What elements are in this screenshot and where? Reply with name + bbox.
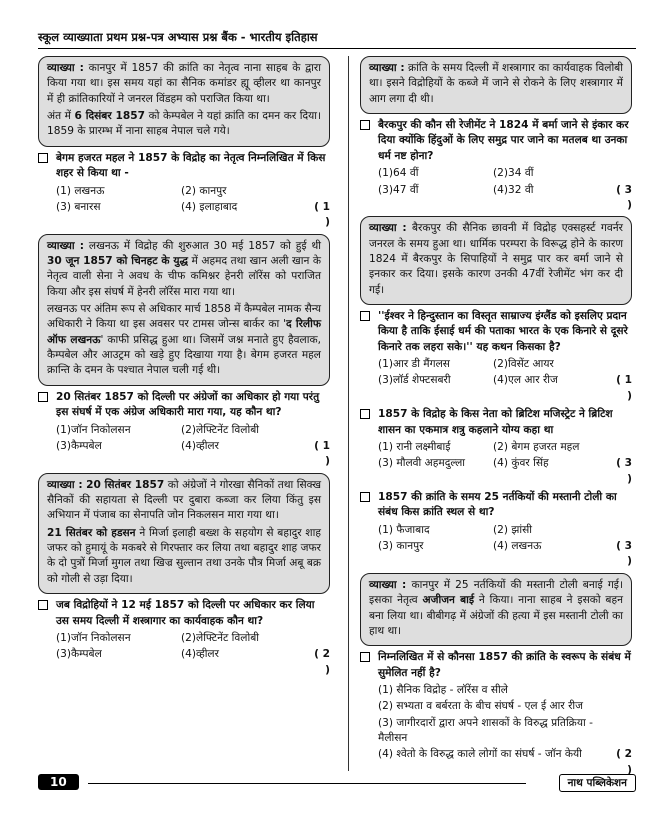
options: (1) फैजाबाद (2) झांसी (3) कानपुर (4) लखनऊ ( 3 ) (360, 523, 632, 570)
explanation-box: व्याख्या : बैरकपुर की सैनिक छावनी में विद्रोह एक्सहर्स्ट गवर्नर जनरल के समय हुआ था। धार्मिक परम्परा के विरूद्ध होने के कारण 1824 में बैरकपुर के सिपाहियों ने समुद्र पार कर बर्मा जाने से इनकार कर दिया। इसके कारण उनकी 47वीं रेजीमेंट भंग कर दी गई। (360, 216, 632, 305)
question: 1857 के विद्रोह के किस नेता को ब्रिटिश मजिस्ट्रेट ने ब्रिटिश शासन का एकमात्र शत्रु कहलाने योग्य कहा था (360, 407, 632, 438)
answer: ( 1 ) (314, 439, 330, 468)
options: (1)आर डी मैंगलस (2)विसेंट आयर (3)लॉर्ड शेफ्टसबरी (4)एल आर रीज ( 1 ) (360, 357, 632, 404)
explanation-box: व्याख्या : क्रांति के समय दिल्ली में शस्त्रागार का कार्यवाहक विलोबी था। इसने विद्रोहियों के कब्जे में जाने से रोकने के लिए शस्त्रागार में आग लगा दी थी। (360, 56, 632, 114)
checkbox-icon (360, 120, 370, 130)
page-footer (38, 774, 636, 792)
explanation-box: व्याख्या : कानपुर में 25 नर्तकियों की मस्तानी टोली बनाई गई। इसका नेतृत्व अजीजन बाई ने किया। नाना साहब ने इसको बहन बना लिया था। बीबीगढ़ में अंग्रेजों की हत्या में इस मस्तानी टोली का हाथ था। (360, 573, 632, 646)
options: (1)64 वीं (2)34 वीं (3)47 वीं (4)32 वी ( 3 ) (360, 166, 632, 213)
question: 20 सितंबर 1857 को दिल्ली पर अंग्रेजों का अधिकार हो गया परंतु इस संघर्ष में एक अंग्रेज अधिकारी मारा गया, यह कौन था? (38, 390, 330, 421)
question: जब विद्रोहियों ने 12 मई 1857 को दिल्ली पर अधिकार कर लिया उस समय दिल्ली में शस्त्रागार का कार्यवाहक कौन था? (38, 598, 330, 629)
publisher-name: नाथ पब्लिकेशन (559, 774, 636, 792)
options: (1)जॉन निकोलसन (2)लेफ्टिनेंट विलोबी (3)कैम्पबेल (4)व्हीलर ( 1 ) (38, 423, 330, 470)
explanation-box: व्याख्या : कानपुर में 1857 की क्रांति का नेतृत्व नाना साहब के द्वारा किया गया था। इस समय यहां का सैनिक कमांडर ह्यू व्हीलर था कानपुर में ही क्रांतिकारियों ने जनरल विंडहम को पराजित किया था। अंत में 6 दिसंबर 1857 को केम्पबेल ने यहां क्रांति का दमन कर दिया। 1859 के प्रारम्भ में नाना साहब नेपाल चले गये। (38, 56, 330, 147)
checkbox-icon (38, 600, 48, 610)
answer: ( 2 ) (314, 648, 330, 676)
answer: ( 1 ) (616, 374, 632, 402)
checkbox-icon (38, 153, 48, 163)
options: (1) सैनिक विद्रोह - लॉरेंस व सीले (2) सभ्यता व बर्बरता के बीच संघर्ष - एल ई आर रीज (3) जागीरदारों द्वारा अपने शासकों के विरुद्ध प्रतिक्रिया - मैलीसन (4) श्वेतो के विरुद्ध काले लोगों का संघर्ष - जॉन केयी ( 2 ) (360, 683, 632, 778)
question: निम्नलिखित में से कौनसा 1857 की क्रांति के स्वरूप के संबंध में सुमेलित नहीं है? (360, 650, 632, 681)
answer: ( 3 ) (616, 183, 632, 211)
checkbox-icon (360, 409, 370, 419)
explanation-box: व्याख्या : लखनऊ में विद्रोह की शुरुआत 30 मई 1857 को हुई थी 30 जून 1857 को चिनहट के युद्ध में अहमद तथा खान अली खान के नेतृत्व वाली सेना ने अवध के चीफ कमिश्नर हेनरी लॉरेंस को पराजित किया और इस संघर्ष में हेनरी लॉरेंस मारा गया था। लखनऊ पर अंतिम रूप से अधिकार मार्च 1858 में कैम्पबेल नामक सैन्य अधिकारी ने किया था इस अवसर पर टामस जोन्स बार्कर का 'द रिलीफ ऑफ लखनऊ' काफी प्रसिद्ध हुआ था। जिसमें जश्न मनाते हुए हैवलाक, कैम्पबेल और आउट्रम को खड़े हुए दिखाया गया है। बेगम हजरत महल क्रान्ति के दमन के पश्चात नेपाल चली गई थी। (38, 234, 330, 386)
question: ''ईश्वर ने हिन्दुस्तान का विस्तृत साम्राज्य इंग्लैंड को इसलिए प्रदान किया है ताकि ईसाई धर्म की पताका भारत के एक किनारे से दूसरे किनारे तक लहरा सके।'' यह कथन किसका है? (360, 309, 632, 355)
answer: ( 1 ) (314, 200, 330, 229)
question: बेगम हजरत महल ने 1857 के विद्रोह का नेतृत्व निम्नलिखित में किस शहर से किया था - (38, 151, 330, 182)
checkbox-icon (360, 492, 370, 502)
header-rule (38, 48, 636, 49)
checkbox-icon (38, 392, 48, 402)
options: (1)जॉन निकोलसन (2)लेफ्टिनेंट विलोबी (3)कैम्पबेल (4)व्हीलर ( 2 ) (38, 631, 330, 678)
checkbox-icon (360, 652, 370, 662)
checkbox-icon (360, 311, 370, 321)
page-number: 10 (38, 774, 79, 790)
left-column (38, 56, 330, 681)
footer-rule (88, 783, 526, 784)
right-column (360, 56, 632, 781)
question: 1857 की क्रांति के समय 25 नर्तकियों की मस्तानी टोली का संबंध किस क्रांति स्थल से था? (360, 490, 632, 521)
answer: ( 2 ) (616, 748, 632, 776)
answer: ( 3 ) (616, 457, 632, 485)
answer: ( 3 ) (616, 540, 632, 568)
options: (1) लखनऊ (2) कानपुर (3) बनारस (4) इलाहाबाद ( 1 ) (38, 184, 330, 231)
page-header: स्कूल व्याख्याता प्रथम प्रश्न-पत्र अभ्यास प्रश्न बैंक - भारतीय इतिहास (38, 30, 318, 44)
column-divider (348, 56, 349, 771)
options: (1) रानी लक्ष्मीबाई (2) बेगम हजरत महल (3) मौलवी अहमदुल्ला (4) कुंवर सिंह ( 3 ) (360, 440, 632, 487)
question: बैरकपुर की कौन सी रेजीमेंट ने 1824 में बर्मा जाने से इंकार कर दिया क्योंकि हिंदुओं के लिए समुद्र पार जाने का मतलब था उनका धर्म नष्ट होना? (360, 118, 632, 164)
explanation-box: व्याख्या : 20 सितंबर 1857 को अंग्रेजों ने गोरखा सैनिकों तथा सिक्ख सैनिकों की सहायता से दिल्ली पर दुबारा कब्जा कर लिया किंतु इस अभियान में पंजाब का सेनापति जोन निकलसन मारा गया था। 21 सितंबर को हडसन ने मिर्जा इलाही बख्श के सहयोग से बहादुर शाह जफर को हुमायूं के मकबरे से गिरफ्तार कर लिया तथा बहादुर शाह जफर के दो पुत्रों मिर्जा मुगल तथा खिज्र सुल्तान तथा उनके पौत्र मिर्जा अबू बक्र को गोली से उड़ा दिया। (38, 473, 330, 595)
